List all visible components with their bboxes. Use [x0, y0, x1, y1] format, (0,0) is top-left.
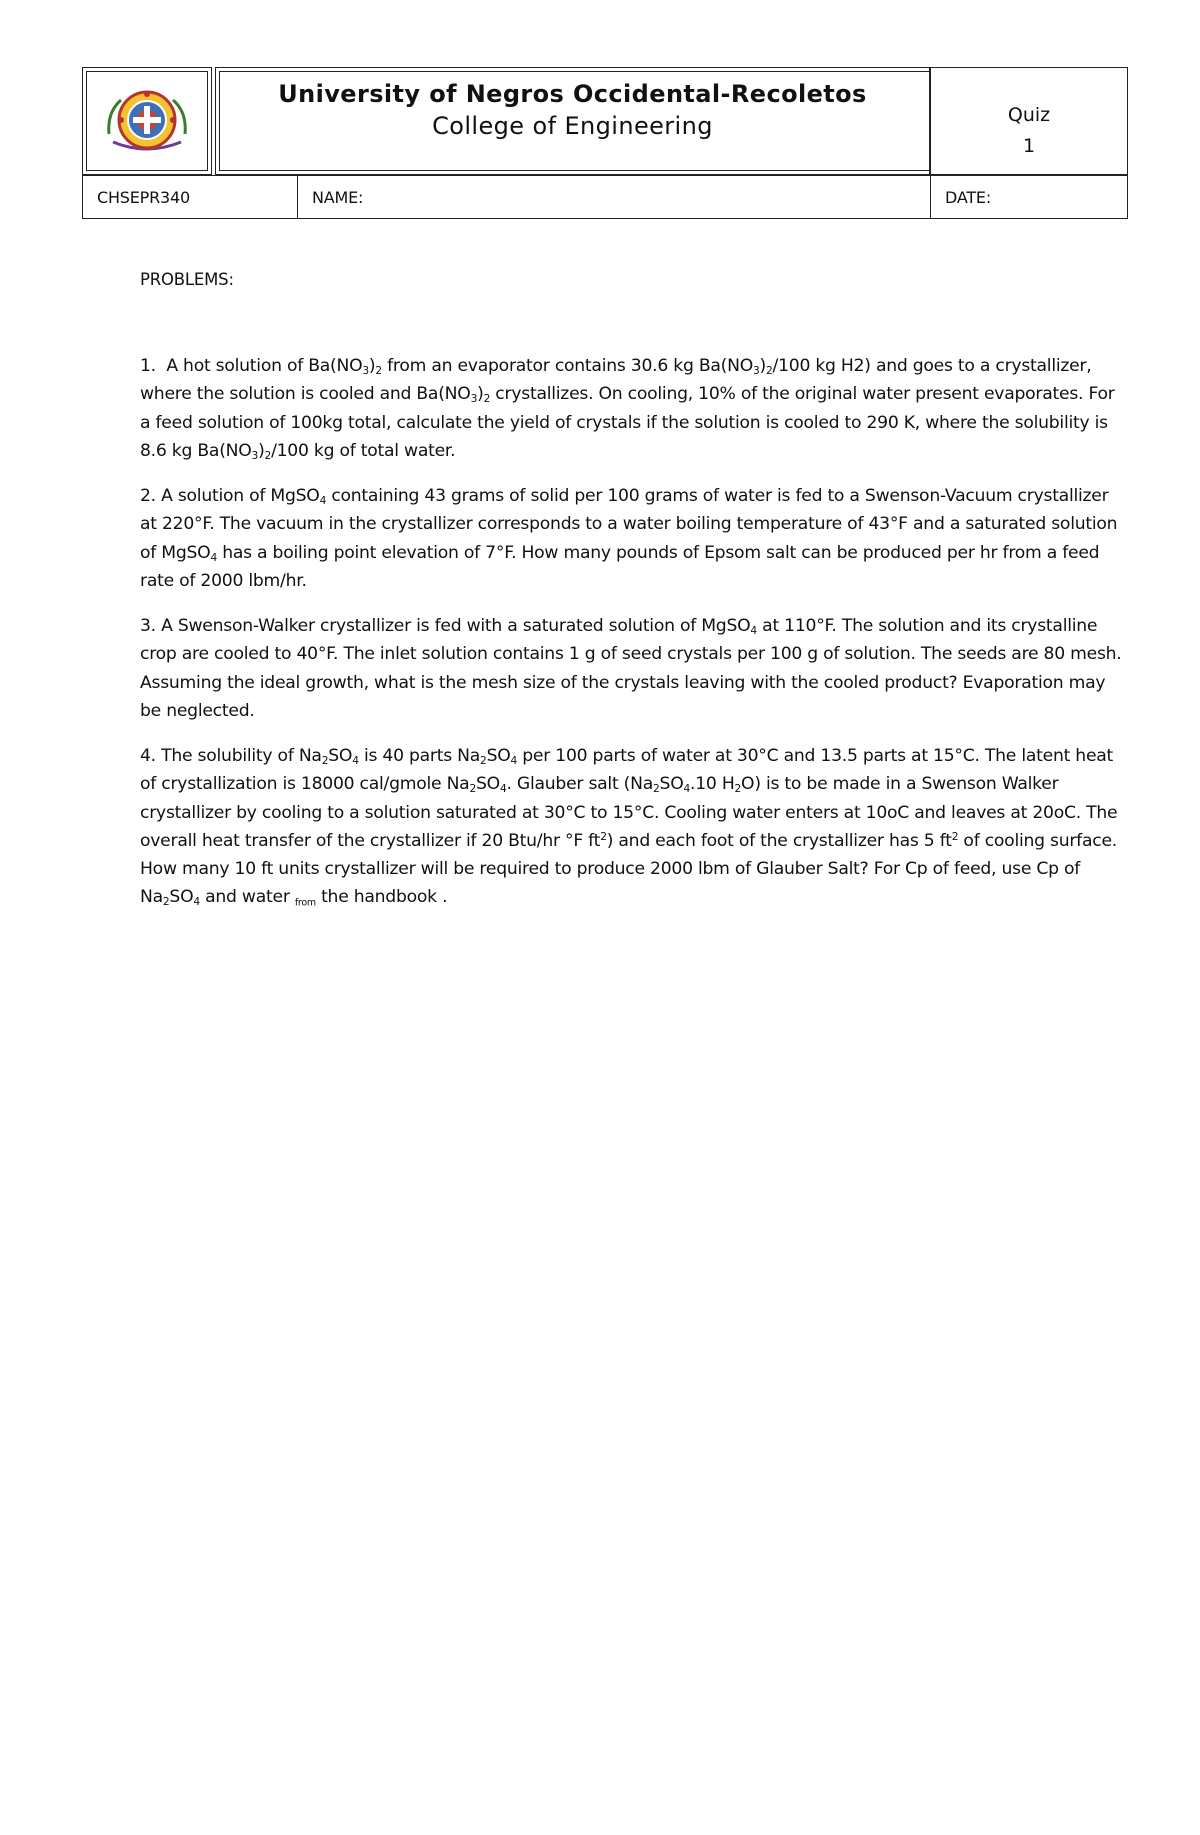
- university-seal-icon: [99, 82, 195, 160]
- logo-cell: [82, 67, 212, 175]
- quiz-label: Quiz: [1007, 104, 1051, 126]
- college-name: College of Engineering: [432, 112, 713, 140]
- problems-heading: PROBLEMS:: [140, 270, 234, 289]
- name-label: NAME:: [312, 188, 364, 207]
- problem-2-number: 2.: [140, 486, 156, 506]
- date-label: DATE:: [945, 188, 992, 207]
- name-field[interactable]: [297, 175, 931, 219]
- date-field[interactable]: [930, 175, 1128, 219]
- problem-1: 1. A hot solution of $Ba(NO_3)_2$ from an evaporator contains 30.6 kg $Ba(NO_3)_2/100$ kg H2) and goes to a crystallizer, where the solution is cooled and $Ba(NO_3)_2$ crystallizes. On cooling, 10% of the original water present evaporates. For a feed solution of 100kg total, calculate the yield of crystals if the solution is cooled to 290 K, where the solubility is 8.6 kg $Ba(NO_3)_2/100$ kg of total water.: [140, 356, 1115, 463]
- university-name: University of Negros Occidental-Recoletos: [278, 80, 867, 108]
- problem-3: 3. A Swenson-Walker crystallizer is fed with a saturated solution of MgSO$_4$ at 110°F. The solution and its crystalline crop are cooled to 40°F. The inlet solution contains 1 g of seed crystals per 100 g of solution. The seeds are 80 mesh. Assuming the ideal growth, what is the mesh size of the crystals leaving with the cooled product? Evaporation may be neglected.: [140, 616, 1122, 721]
- title-cell: [215, 67, 930, 175]
- problem-4: 4. The solubility of $Na_2SO_4$ is 40 parts $Na_2SO_4$ per 100 parts of water at 30°C and 13.5 parts at 15°C. The latent heat of crystallization is 18000 cal/gmole $Na_2SO_4$. Glauber salt ($Na_2SO_4.10$ $H_2O$) is to be made in a Swenson Walker crystallizer by cooling to a solution saturated at 30°C to 15°C. Cooling water enters at 10oC and leaves at 20oC. The overall heat transfer of the crystallizer if 20 Btu/hr °F $ft^2$) and each foot of the crystallizer has 5 $ft^2$ of cooling surface. How many 10 ft units crystallizer will be required to produce 2000 lbm of Glauber Salt? For Cp of feed, use Cp of $Na_2SO_4$ and water from the handbook .: [140, 746, 1118, 909]
- quiz-number: 1: [1022, 135, 1036, 157]
- quiz-cell: [930, 67, 1128, 175]
- problem-4-number: 4.: [140, 746, 156, 766]
- problem-2: 2. A solution of MgSO$_4$ containing 43 grams of solid per 100 grams of water is fed to a Swenson-Vacuum crystallizer at 220°F. The vacuum in the crystallizer corresponds to a water boiling temperature of 43°F and a saturated solution of MgSO$_4$ has a boiling point elevation of 7°F. How many pounds of Epsom salt can be produced per hr from a feed rate of 2000 lbm/hr.: [140, 486, 1118, 591]
- course-code-cell: [82, 175, 298, 219]
- problem-3-number: 3.: [140, 616, 156, 636]
- course-code: CHSEPR340: [97, 188, 190, 207]
- problem-1-number: 1.: [140, 356, 156, 376]
